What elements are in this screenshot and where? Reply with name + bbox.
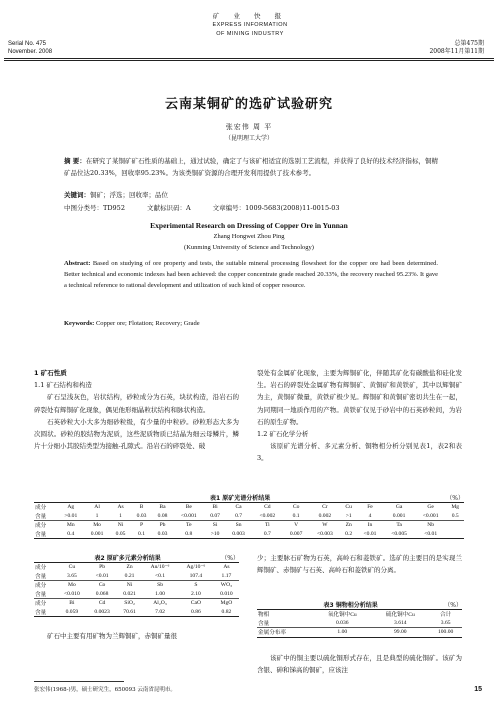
table-cell: 4 [368,512,372,519]
journal-name-en-1: EXPRESS INFORMATION [212,22,288,28]
table-1-block [34,493,464,539]
table-row [34,503,464,512]
table-cell: 含量 [34,608,57,617]
table-row [34,521,464,530]
abstract-text: 在研究了某铜矿矿石性质的基础上，通过试验，确定了与该矿相适宜的选别工艺流程，并获得了良好的技术经济指标，铜精矿品位达20.33%，回收率95.23%。为该类铜矿资源的合理开发利用提供了技术参考。 [64,157,439,177]
table-cell: >10 [205,530,226,539]
header-rule-2 [4,60,494,61]
table-cell: 含量 [35,591,47,598]
table-cell: 0.1 [292,512,300,519]
table-1-unit: （%） [446,495,464,502]
right-continued [257,552,462,576]
issue-date-en: November. 2008 [8,49,53,55]
paragraph: 该原矿光谱分析、多元素分析、铜物相分析分别见表1，表2和表3。 [257,442,462,463]
issue-date-zh: 2008年11月第11期 [429,48,484,55]
table-cell: 0.8 [173,530,205,539]
table-cell: P [131,521,152,530]
table-cell: <0.001 [180,512,197,519]
table-cell: Mg [446,503,464,512]
table-1-caption: 表1 原矿光谱分析结果 [210,495,271,502]
table-cell: 3.65 [440,619,451,626]
authors: 张宏伟 周 平 [225,123,273,131]
article-number: 文章编号：1009-5683(2008)11-0015-03 [212,204,340,212]
table-cell: Pb [87,563,117,572]
journal-name-en-2: OF MINING INDUSTRY [216,31,284,37]
en-title: Experimental Research on Dressing of Copper Ore in Yunnan [150,221,348,230]
table-cell: Zn [341,521,357,530]
table-cell: 0.4 [57,530,84,539]
classification-row [64,203,340,212]
table-cell: CaO [178,599,214,608]
table-cell: 含量 [35,573,47,580]
left-column [34,367,239,452]
header-rule [4,58,494,59]
table-cell: <0.002 [259,512,276,519]
table-cell: 硫化铜中Cu [371,610,429,619]
section-heading-1: 1 矿石性质 [34,369,67,377]
table-row [257,628,462,638]
table-cell: <0.01 [95,572,109,579]
table-cell: Sb [142,581,178,590]
table-cell: SiO₂ [117,599,142,608]
table-cell: 0.82 [214,608,239,617]
table-cell: 氧化铜中Cu [313,610,371,619]
table-cell: 0.2 [341,530,357,539]
table-cell: >0.01 [64,512,78,519]
table-cell: <0.1 [154,572,166,579]
keywords-en-text: Copper ore; Flotation; Recovery; Grade [95,320,200,327]
table-cell: Ge [415,503,447,512]
table-cell: <0.005 [383,530,415,539]
issue-number-zh: 总第475期 [454,40,484,47]
section-heading-1-1: 1.1 矿石结构和构造 [34,381,92,390]
table-cell: WO₃ [214,581,239,590]
table-cell: Cd [252,503,284,512]
table-cell: Pb [152,521,173,530]
table-2 [34,562,239,617]
table-cell: As [110,503,131,512]
table-cell: Ga [383,503,415,512]
table-3 [257,609,462,638]
table-cell: 0.001 [84,530,110,539]
table-cell: MgO [214,599,239,608]
table-cell: Sn [226,521,252,530]
table-cell: 0.002 [318,512,332,519]
paragraph: 矿石呈浅灰色，岩状结构，砂粒成分为石英，块状构造，沿岩石的碎裂处有辉铜矿化现象，偶见他形细晶粒状结构和脉状构造。 [34,393,239,414]
table-cell: 100.00 [429,628,462,638]
en-affiliation: (Kunming University of Science and Technology) [184,244,314,251]
table-cell: Nb [415,521,447,530]
table-cell: 1.00 [155,590,165,597]
table-cell: 成分 [34,599,57,608]
table-cell: 含量 [35,513,47,520]
table-row [34,512,464,521]
table-row [257,610,462,619]
footnote-rule [34,681,124,682]
keywords-en-label: Keywords: [64,320,95,327]
paper-title: 云南某铜矿的选矿试验研究 [164,97,333,112]
table-cell: 0.07 [210,512,220,519]
table-cell: <0.001 [422,512,439,519]
keywords-zh [64,190,168,199]
table-cell: Zn [117,563,142,572]
left-continued [34,630,239,642]
abstract-zh [64,156,438,179]
table-cell: W [309,521,341,530]
table-cell: Ba [152,503,173,512]
table-cell: <0.003 [309,530,341,539]
table-cell: Fe [357,503,384,512]
table-2-unit: （%） [221,555,239,562]
table-cell: 0.5 [451,512,459,519]
table-cell: Si [205,521,226,530]
paragraph: 该矿中的铜主要以硫化铜形式存在，且是典型的硫化铜矿。该矿为含银、砷和锑高的铜矿，应该注 [257,654,462,675]
table-cell: B [131,503,152,512]
table-cell: 2.10 [191,590,201,597]
table-cell: Mo [57,581,87,590]
table-cell: Ag [57,503,84,512]
table-cell: 3.614 [394,619,407,626]
affiliation: （昆明理工大学） [224,135,273,142]
table-1 [34,502,464,539]
table-cell: <0.01 [357,530,384,539]
table-cell: Ni [110,521,131,530]
table-2-block [34,553,239,617]
paragraph: 少；主要脉石矿物为石英，高岭石和菱铁矿。选矿的主要目的是实现兰辉铜矿、赤铜矿与石英、高岭石和菱铁矿的分离。 [257,554,462,575]
table-3-unit: （%） [444,602,462,609]
table-3-caption: 表3 铜物相分析结果 [323,602,378,609]
keywords-text: 铜矿；浮选；回收率；品位 [90,191,168,199]
table-cell: 0.05 [110,530,131,539]
table-cell: 99.00 [371,628,429,638]
table-cell: Mo [84,521,110,530]
table-cell: 物相 [257,610,313,619]
table-cell: 0.7 [235,512,243,519]
table-cell: 0.86 [178,608,214,617]
table-cell: Ag/10⁻⁶ [178,563,214,572]
table-row [34,581,239,590]
table-cell: 0.0023 [87,608,117,617]
table-cell: V [283,521,309,530]
table-cell: 70.61 [117,608,142,617]
table-cell: 0.010 [220,590,233,597]
table-cell: Te [173,521,205,530]
table-cell: 0.21 [124,572,135,579]
paragraph: 石英砂粒大小大多为细砂粒级，有少量的中粒砂。砂粒形态大多为次圆状。砂粒的胶结物为泥质，这些泥质物质已结晶为细云母鳞片，鳞片十分细小其胶结类型为接触-孔隙式。沿岩石的碎裂处、破 [34,417,239,451]
table-cell: 成分 [34,563,57,572]
table-cell: Co [283,503,309,512]
table-cell [446,530,464,539]
table-cell: Cr [309,503,341,512]
table-cell: <0.010 [64,590,80,597]
table-cell: 含量 [258,620,270,627]
table-cell [446,521,464,530]
abstract-en [64,258,438,292]
table-2-caption: 表2 原矿多元素分析结果 [94,555,161,562]
table-cell: Ti [252,521,284,530]
table-cell: 0.7 [252,530,284,539]
table-cell: 0.03 [136,512,147,519]
table-cell: Ca [226,503,252,512]
doc-code: 文献标识码：A [146,204,191,212]
table-cell: Be [173,503,205,512]
paragraph: 裂处有金属矿化现象，主要为辉铜矿化，伴随其矿化有碳酸盐和硅化发生。岩石的碎裂处金属矿物有辉铜矿、黄铜矿和黄铁矿，其中以辉铜矿为主，黄铜矿微量，黄铁矿极少见。辉铜矿和黄铜矿密切共生在一起，为同期同一地质作用的产物。黄铁矿仅见于砂岩中的石英砂粒间，为岩石的原生矿物。 [257,369,462,426]
table-cell: 7.02 [142,608,178,617]
table-cell: Cu [341,503,357,512]
table-row [34,563,239,572]
table-cell: 1 [119,512,122,519]
table-cell: Cu [57,563,87,572]
paragraph: 矿石中主要有用矿物为兰辉铜矿，赤铜矿量很 [47,632,177,640]
table-cell: 0.03 [152,530,173,539]
journal-issue [429,40,484,56]
table-cell: Al [84,503,110,512]
table-cell: 0.003 [226,530,252,539]
en-authors: Zhang Hongwei Zhou Ping [213,233,285,240]
keywords-en [64,320,200,327]
clc-number: 中图分类号：TD952 [64,204,125,212]
table-row [34,599,239,608]
journal-serial [8,40,52,56]
table-cell: Bi [57,599,87,608]
table-cell: >1 [345,512,352,519]
page-number: 15 [474,686,482,693]
table-cell: As [214,563,239,572]
table-cell: 成分 [34,503,57,512]
keywords-label: 关键词： [64,191,90,199]
table-cell: Ta [383,521,415,530]
section-heading-1-2: 1.2 矿石化学分析 [257,430,309,439]
journal-name-zh: 矿 业 快 报 [212,12,288,20]
table-cell: 0.007 [283,530,309,539]
table-cell: 0.1 [131,530,152,539]
right-column [257,367,462,465]
table-cell: 107.4 [189,572,203,579]
table-cell: 金属分布率 [257,628,313,638]
table-cell: 1.00 [313,628,371,638]
table-cell: Ni [117,581,142,590]
table-cell: 1 [95,512,99,519]
table-3-block [257,600,462,638]
table-row [34,530,464,539]
journal-name [170,12,330,39]
table-row [34,608,239,617]
table-cell: 成分 [34,581,57,590]
right-final [257,652,462,676]
table-cell: 0.021 [123,590,136,597]
table-cell: 成分 [34,521,57,530]
table-cell: Co [87,581,117,590]
author-footnote: 张宏伟(1968-)男，硕士研究生，650093 云南省昆明市。 [34,687,176,693]
table-cell: 0.001 [392,512,406,519]
table-cell: In [357,521,384,530]
table-cell: 0.08 [157,512,168,519]
table-cell: 含量 [34,530,57,539]
table-cell: <0.01 [415,530,447,539]
table-cell: 0.068 [95,590,109,597]
table-cell: Al₂O₃ [142,599,178,608]
table-cell: S [178,581,214,590]
table-cell: Cd [87,599,117,608]
table-cell: 1.17 [221,572,232,579]
abstract-en-text: Based on studying of ore property and tests, the suitable mineral processing flowsheet for the copper ore had been determined. Better technical and economic indexes had been achieved: the copper concentrate grade reached 20.33%, the recovery reached 95.23%. It gave a technical reference to rational development and utilization of such kind of copper resource. [64,260,439,290]
table-cell: Au/10⁻⁶ [142,563,178,572]
abstract-en-label: Abstract: [64,260,91,267]
table-cell: 0.036 [335,619,349,626]
table-cell: 3.65 [67,572,77,579]
abstract-label: 摘 要： [64,157,86,165]
table-cell: Bi [205,503,226,512]
table-row [34,572,239,581]
table-row [257,619,462,628]
table-cell: 0.059 [57,608,87,617]
table-cell: 合计 [429,610,462,619]
table-row [34,590,239,599]
table-cell: Mn [57,521,84,530]
serial-number: Serial No. 475 [8,41,47,47]
